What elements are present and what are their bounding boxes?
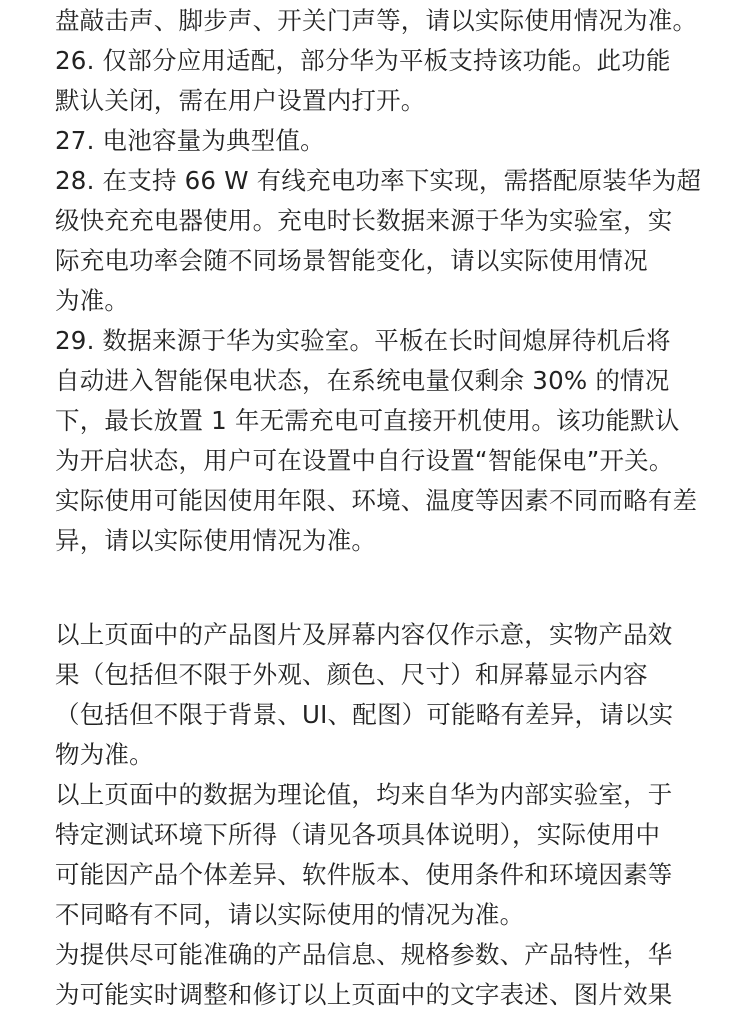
note-29-line-6: 异，请以实际使用情况为准。 [55, 526, 377, 555]
disclaimer-data-line-3: 可能因产品个体差异、软件版本、使用条件和环境因素等 [55, 860, 673, 889]
note-27-line-1: 27. 电池容量为典型值。 [55, 126, 325, 155]
note-28-line-1: 28. 在支持 66 W 有线充电功率下实现，需搭配原装华为超 [55, 166, 702, 195]
disclaimer-accuracy-line-1: 为提供尽可能准确的产品信息、规格参数、产品特性，华 [55, 940, 673, 969]
disclaimer-images-line-2: 果（包括但不限于外观、颜色、尺寸）和屏幕显示内容 [55, 660, 648, 689]
disclaimer-data-line-2: 特定测试环境下所得（请见各项具体说明），实际使用中 [55, 820, 661, 849]
note-29-line-4: 为开启状态，用户可在设置中自行设置“智能保电”开关。 [55, 446, 674, 475]
disclaimer-accuracy-line-2: 为可能实时调整和修订以上页面中的文字表述、图片效果 [55, 980, 673, 1009]
note-26-line-2: 默认关闭，需在用户设置内打开。 [55, 86, 426, 115]
disclaimer-images-line-4: 物为准。 [55, 740, 154, 769]
disclaimer-data-line-4: 不同略有不同，请以实际使用的情况为准。 [55, 900, 525, 929]
note-29-line-3: 下，最长放置 1 年无需充电可直接开机使用。该功能默认 [55, 406, 680, 435]
note-26-line-1: 26. 仅部分应用适配，部分华为平板支持该功能。此功能 [55, 46, 671, 75]
note-29-line-2: 自动进入智能保电状态，在系统电量仅剩余 30% 的情况 [55, 366, 670, 395]
note-continuation-line-1: 盘敲击声、脚步声、开关门声等，请以实际使用情况为准。 [55, 6, 698, 35]
note-28-line-3: 际充电功率会随不同场景智能变化，请以实际使用情况 [55, 246, 648, 275]
disclaimer-images-line-3: （包括但不限于背景、UI、配图）可能略有差异，请以实 [55, 700, 674, 729]
note-29-line-5: 实际使用可能因使用年限、环境、温度等因素不同而略有差 [55, 486, 698, 515]
note-28-line-4: 为准。 [55, 286, 130, 315]
disclaimer-images-line-1: 以上页面中的产品图片及屏幕内容仅作示意，实物产品效 [55, 620, 673, 649]
disclaimer-data-line-1: 以上页面中的数据为理论值，均来自华为内部实验室，于 [55, 780, 673, 809]
note-28-line-2: 级快充充电器使用。充电时长数据来源于华为实验室，实 [55, 206, 673, 235]
note-29-line-1: 29. 数据来源于华为实验室。平板在长时间熄屏待机后将 [55, 326, 671, 355]
